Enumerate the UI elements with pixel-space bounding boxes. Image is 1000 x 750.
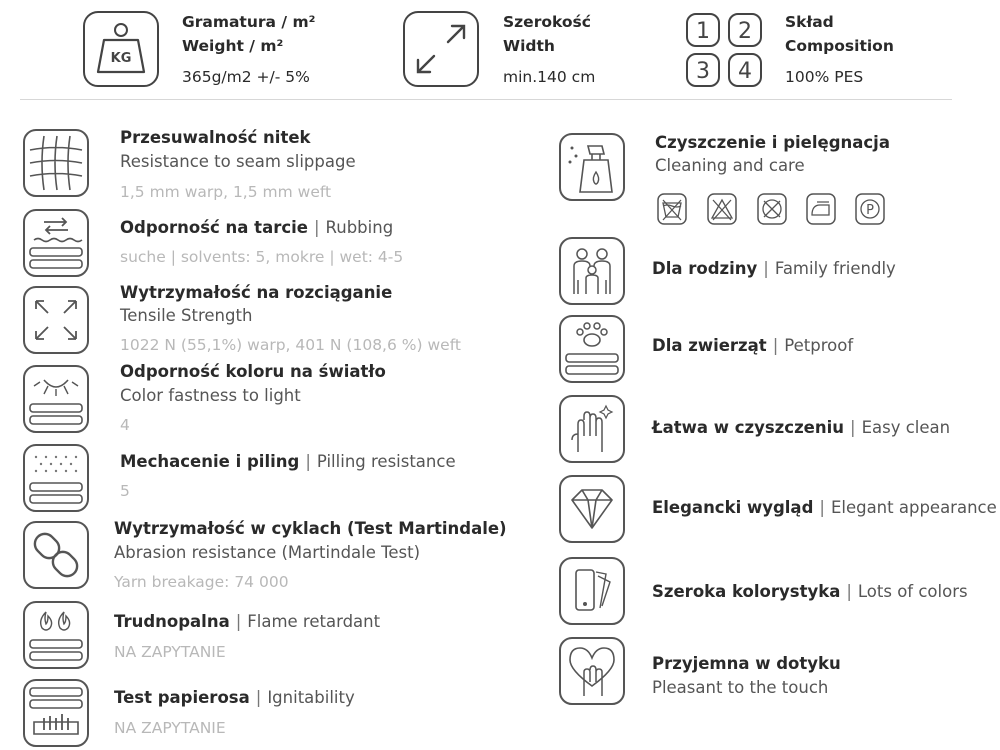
cleaning-hand-icon (558, 394, 626, 464)
seam-slippage-subtitle: Resistance to seam slippage (120, 152, 356, 171)
weight-title-en: Weight / m² (182, 37, 284, 55)
composition-title-pl: Skład (785, 13, 834, 31)
elegant-title: Elegancki wygląd | Elegant appearance (652, 498, 997, 517)
rubbing-title: Odporność na tarcie | Rubbing (120, 218, 394, 237)
seam-slippage-title: Przesuwalność nitek (120, 128, 311, 147)
cleaning-title: Czyszczenie i pielęgnacja (655, 133, 890, 152)
chain-links-icon (22, 520, 90, 590)
width-value: min.140 cm (503, 68, 596, 86)
svg-text:1: 1 (696, 19, 710, 44)
woven-grid-icon (22, 128, 90, 198)
martindale-title: Wytrzymałość w cyklach (Test Martindale) (114, 519, 507, 538)
width-title-en: Width (503, 37, 555, 55)
svg-text:2: 2 (738, 19, 752, 44)
light-fastness-title: Odporność koloru na światło (120, 362, 386, 381)
rubbing-icon (22, 208, 90, 278)
diamond-icon (558, 474, 626, 544)
color-swatches-icon (558, 556, 626, 626)
dry-clean-p-icon (855, 193, 885, 225)
family-title: Dla rodziny | Family friendly (652, 259, 896, 278)
no-bleach-icon (707, 193, 737, 225)
soft-touch-icon (558, 636, 626, 706)
soft-touch-subtitle: Pleasant to the touch (652, 678, 829, 697)
tensile-arrows-icon (22, 285, 90, 355)
cigarette-value: NA ZAPYTANIE (114, 719, 226, 737)
spray-bottle-icon (558, 132, 626, 202)
pilling-value: 5 (120, 482, 130, 500)
svg-text:P: P (866, 203, 874, 218)
svg-text:KG: KG (110, 51, 132, 66)
header-divider (20, 99, 952, 100)
cigarette-icon (22, 678, 90, 748)
no-tumble-dry-icon (757, 193, 787, 225)
kg-weight-icon (82, 10, 160, 88)
soft-touch-title: Przyjemna w dotyku (652, 654, 841, 673)
width-title-pl: Szerokość (503, 13, 591, 31)
martindale-value: Yarn breakage: 74 000 (114, 573, 289, 591)
easy-clean-title: Łatwa w czyszczeniu | Easy clean (652, 418, 951, 437)
cleaning-subtitle: Cleaning and care (655, 156, 805, 175)
numbered-grid-icon (685, 10, 767, 88)
pilling-title: Mechacenie i piling | Pilling resistance (120, 452, 456, 471)
colors-title: Szeroka kolorystyka | Lots of colors (652, 582, 968, 601)
weight-value: 365g/m2 +/- 5% (182, 68, 310, 86)
rubbing-value: suche | solvents: 5, mokre | wet: 4-5 (120, 248, 404, 266)
family-icon (558, 236, 626, 306)
tensile-subtitle: Tensile Strength (120, 306, 253, 325)
no-wash-icon (657, 193, 687, 225)
weight-title-pl: Gramatura / m² (182, 13, 316, 31)
expand-arrows-icon (402, 10, 480, 88)
seam-slippage-value: 1,5 mm warp, 1,5 mm weft (120, 183, 332, 201)
light-fastness-subtitle: Color fastness to light (120, 386, 301, 405)
flame-icon (22, 600, 90, 670)
light-fastness-value: 4 (120, 416, 130, 434)
tensile-title: Wytrzymałość na rozciąganie (120, 283, 393, 302)
svg-text:3: 3 (696, 59, 710, 84)
sun-light-icon (22, 364, 90, 434)
martindale-subtitle: Abrasion resistance (Martindale Test) (114, 543, 421, 562)
flame-value: NA ZAPYTANIE (114, 643, 226, 661)
cigarette-title: Test papierosa | Ignitability (114, 688, 355, 707)
petproof-title: Dla zwierząt | Petproof (652, 336, 854, 355)
paw-icon (558, 314, 626, 384)
tensile-value: 1022 N (55,1%) warp, 401 N (108,6 %) weft (120, 336, 461, 354)
pilling-dots-icon (22, 443, 90, 513)
svg-text:4: 4 (738, 59, 752, 84)
composition-value: 100% PES (785, 68, 864, 86)
flame-title: Trudnopalna | Flame retardant (114, 612, 381, 631)
composition-title-en: Composition (785, 37, 894, 55)
iron-icon (806, 193, 836, 225)
